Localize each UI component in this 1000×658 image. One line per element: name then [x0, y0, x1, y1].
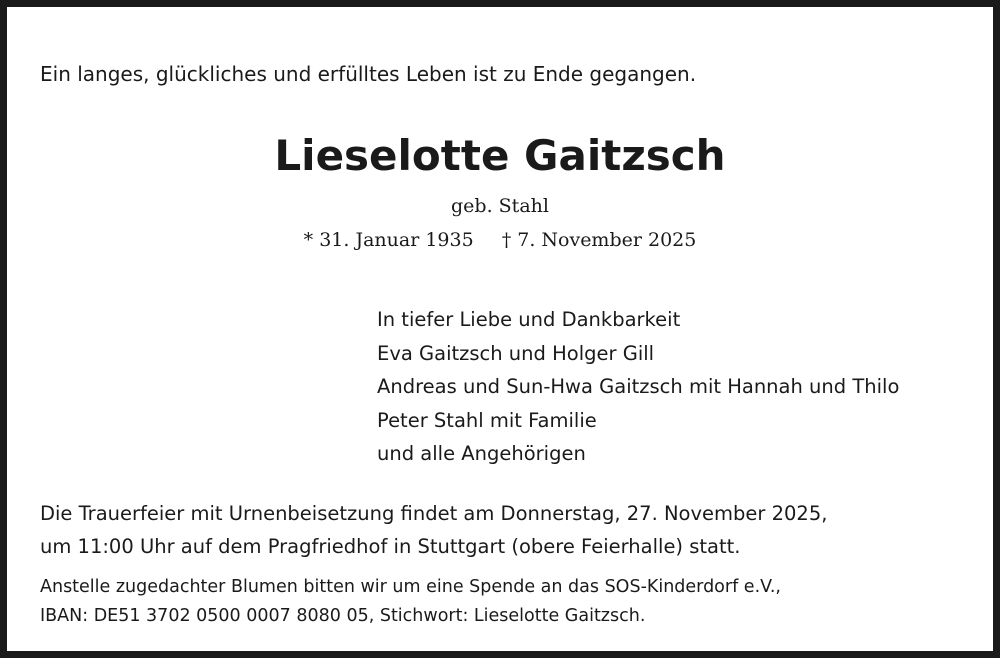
mourners-dedication: In tiefer Liebe und Dankbarkeit	[377, 308, 681, 331]
funeral-service-info	[40, 497, 827, 563]
mourners-list	[377, 303, 899, 471]
mourner-line: Andreas und Sun-Hwa Gaitzsch mit Hannah und Thilo	[377, 375, 900, 398]
mourner-line: Peter Stahl mit Familie	[377, 408, 597, 432]
donation-iban-line: IBAN: DE51 3702 0500 0007 8080 05, Stichwort: Lieselotte Gaitzsch.	[40, 606, 646, 626]
life-dates	[7, 229, 993, 251]
mourner-line: Eva Gaitzsch und Holger Gill	[377, 341, 655, 365]
birth-date: * 31. Januar 1935	[303, 229, 474, 251]
donation-line: Anstelle zugedachter Blumen bitten wir um eine Spende an das SOS-Kinderdorf e.V.,	[40, 577, 781, 597]
birth-name: geb. Stahl	[451, 195, 549, 217]
death-date: † 7. November 2025	[501, 229, 697, 251]
service-line: um 11:00 Uhr auf dem Pragfriedhof in Stuttgart (obere Feierhalle) statt.	[40, 535, 741, 558]
deceased-name: Lieselotte Gaitzsch	[274, 131, 726, 180]
mourner-line: und alle Angehörigen	[377, 442, 586, 465]
service-line: Die Trauerfeier mit Urnenbeisetzung findet am Donnerstag, 27. November 2025,	[40, 502, 828, 525]
donation-info	[40, 573, 781, 631]
intro-text: Ein langes, glückliches und erfülltes Leben ist zu Ende gegangen.	[40, 62, 697, 86]
